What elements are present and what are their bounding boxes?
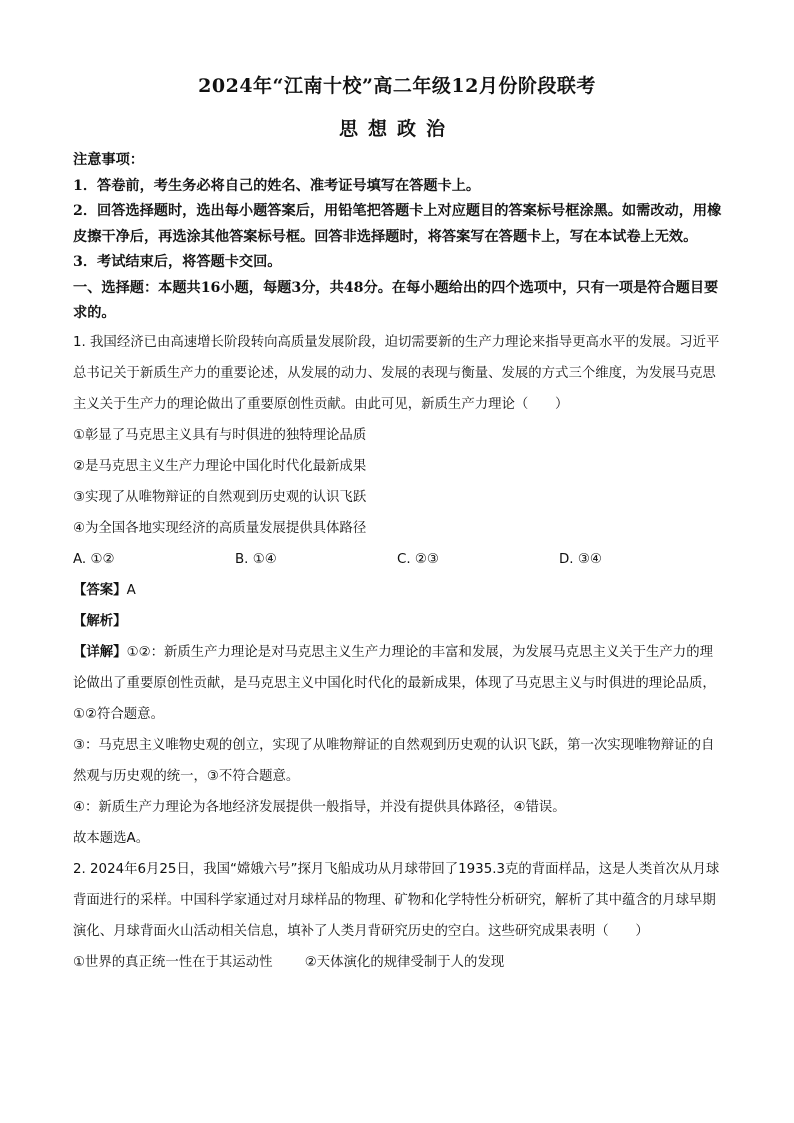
exam-title: 2024年“江南十校”高二年级12月份阶段联考: [198, 75, 596, 97]
notice-item-3: 3．考试结束后，将答题卡交回。: [73, 254, 282, 270]
option-a: A. ①②: [73, 551, 115, 567]
analysis-label: 【解析】: [73, 613, 127, 629]
option-d: D. ③④: [559, 551, 602, 567]
detail-text-1: ①②：新质生产力理论是对马克思主义生产力理论的丰富和发展，为发展马克思主义关于生产力的理论做出了重要原创性贡献，是马克思主义中国化时代化的最新成果，体现了马克思主义与时俱进的理论品质，①②符合题意。: [73, 644, 716, 722]
option-c: C. ②③: [397, 551, 439, 567]
question-2-items: [73, 947, 723, 978]
question-1-options: [73, 544, 723, 575]
question-2-item-2: ②天体演化的规律受制于人的发现: [304, 954, 505, 970]
answer-line: [73, 575, 723, 606]
notice-item-2: 2．回答选择题时，选出每小题答案后，用铅笔把答题卡上对应题目的答案标号框涂黑。如需改动，用橡皮擦干净后，再选涂其他答案标号框。回答非选择题时，将答案写在答题卡上，写在本试卷上无效。: [73, 203, 722, 245]
question-1-item-4: ④为全国各地实现经济的高质量发展提供具体路径: [73, 520, 367, 536]
subject-title: 思想政治: [338, 118, 455, 140]
detail-label: 【详解】: [73, 644, 127, 660]
question-1-item-1: ①彰显了马克思主义具有与时俱进的独特理论品质: [73, 427, 367, 443]
detail-paragraph-2: ③：马克思主义唯物史观的创立，实现了从唯物辩证的自然观到历史观的认识飞跃，第一次实现唯物辩证的自然观与历史观的统一，③不符合题意。: [73, 737, 715, 784]
question-1-item-3: ③实现了从唯物辩证的自然观到历史观的认识飞跃: [73, 489, 367, 505]
notice-item-1: 1．答卷前，考生务必将自己的姓名、准考证号填写在答题卡上。: [73, 177, 481, 194]
detail-paragraph-3: ④：新质生产力理论为各地经济发展提供一般指导，并没有提供具体路径，④错误。: [73, 799, 566, 815]
option-b: B. ①④: [235, 551, 277, 567]
question-1-item-2: ②是马克思主义生产力理论中国化时代化最新成果: [73, 458, 367, 474]
question-1-stem: 1. 我国经济已由高速增长阶段转向高质量发展阶段，迫切需要新的生产力理论来指导更高水平的发展。习近平总书记关于新质生产力的重要论述，从发展的动力、发展的表现与衡量、发展的方式三个维度，为发展马克思主义关于生产力的理论做出了重要原创性贡献。由此可见，新质生产力理论（ ）: [73, 334, 720, 412]
question-2-stem: 2. 2024年6月25日，我国“嫦娥六号”探月飞船成功从月球带回了1935.3克的背面样品，这是人类首次从月球背面进行的采样。中国科学家通过对月球样品的物理、矿物和化学特性分析研究，解析了其中蕴含的月球早期演化、月球背面火山活动相关信息，填补了人类月背研究历史的空白。这些研究成果表明（ ）: [73, 861, 720, 939]
question-2: [73, 854, 723, 978]
notice-block: [73, 148, 723, 327]
answer-value: A: [126, 582, 136, 598]
exam-content: [73, 148, 723, 978]
question-2-item-1: ①世界的真正统一性在于其运动性: [73, 954, 273, 970]
notice-heading: 注意事项：: [73, 152, 144, 168]
detail-paragraph-1: [73, 637, 723, 730]
conclusion: 故本题选A。: [73, 830, 150, 846]
section-heading: 一、选择题：本题共16小题，每题3分，共48分。在每小题给出的四个选项中，只有一项是符合题目要求的。: [73, 279, 719, 321]
answer-label: 【答案】: [73, 582, 127, 598]
question-1: [73, 327, 723, 854]
